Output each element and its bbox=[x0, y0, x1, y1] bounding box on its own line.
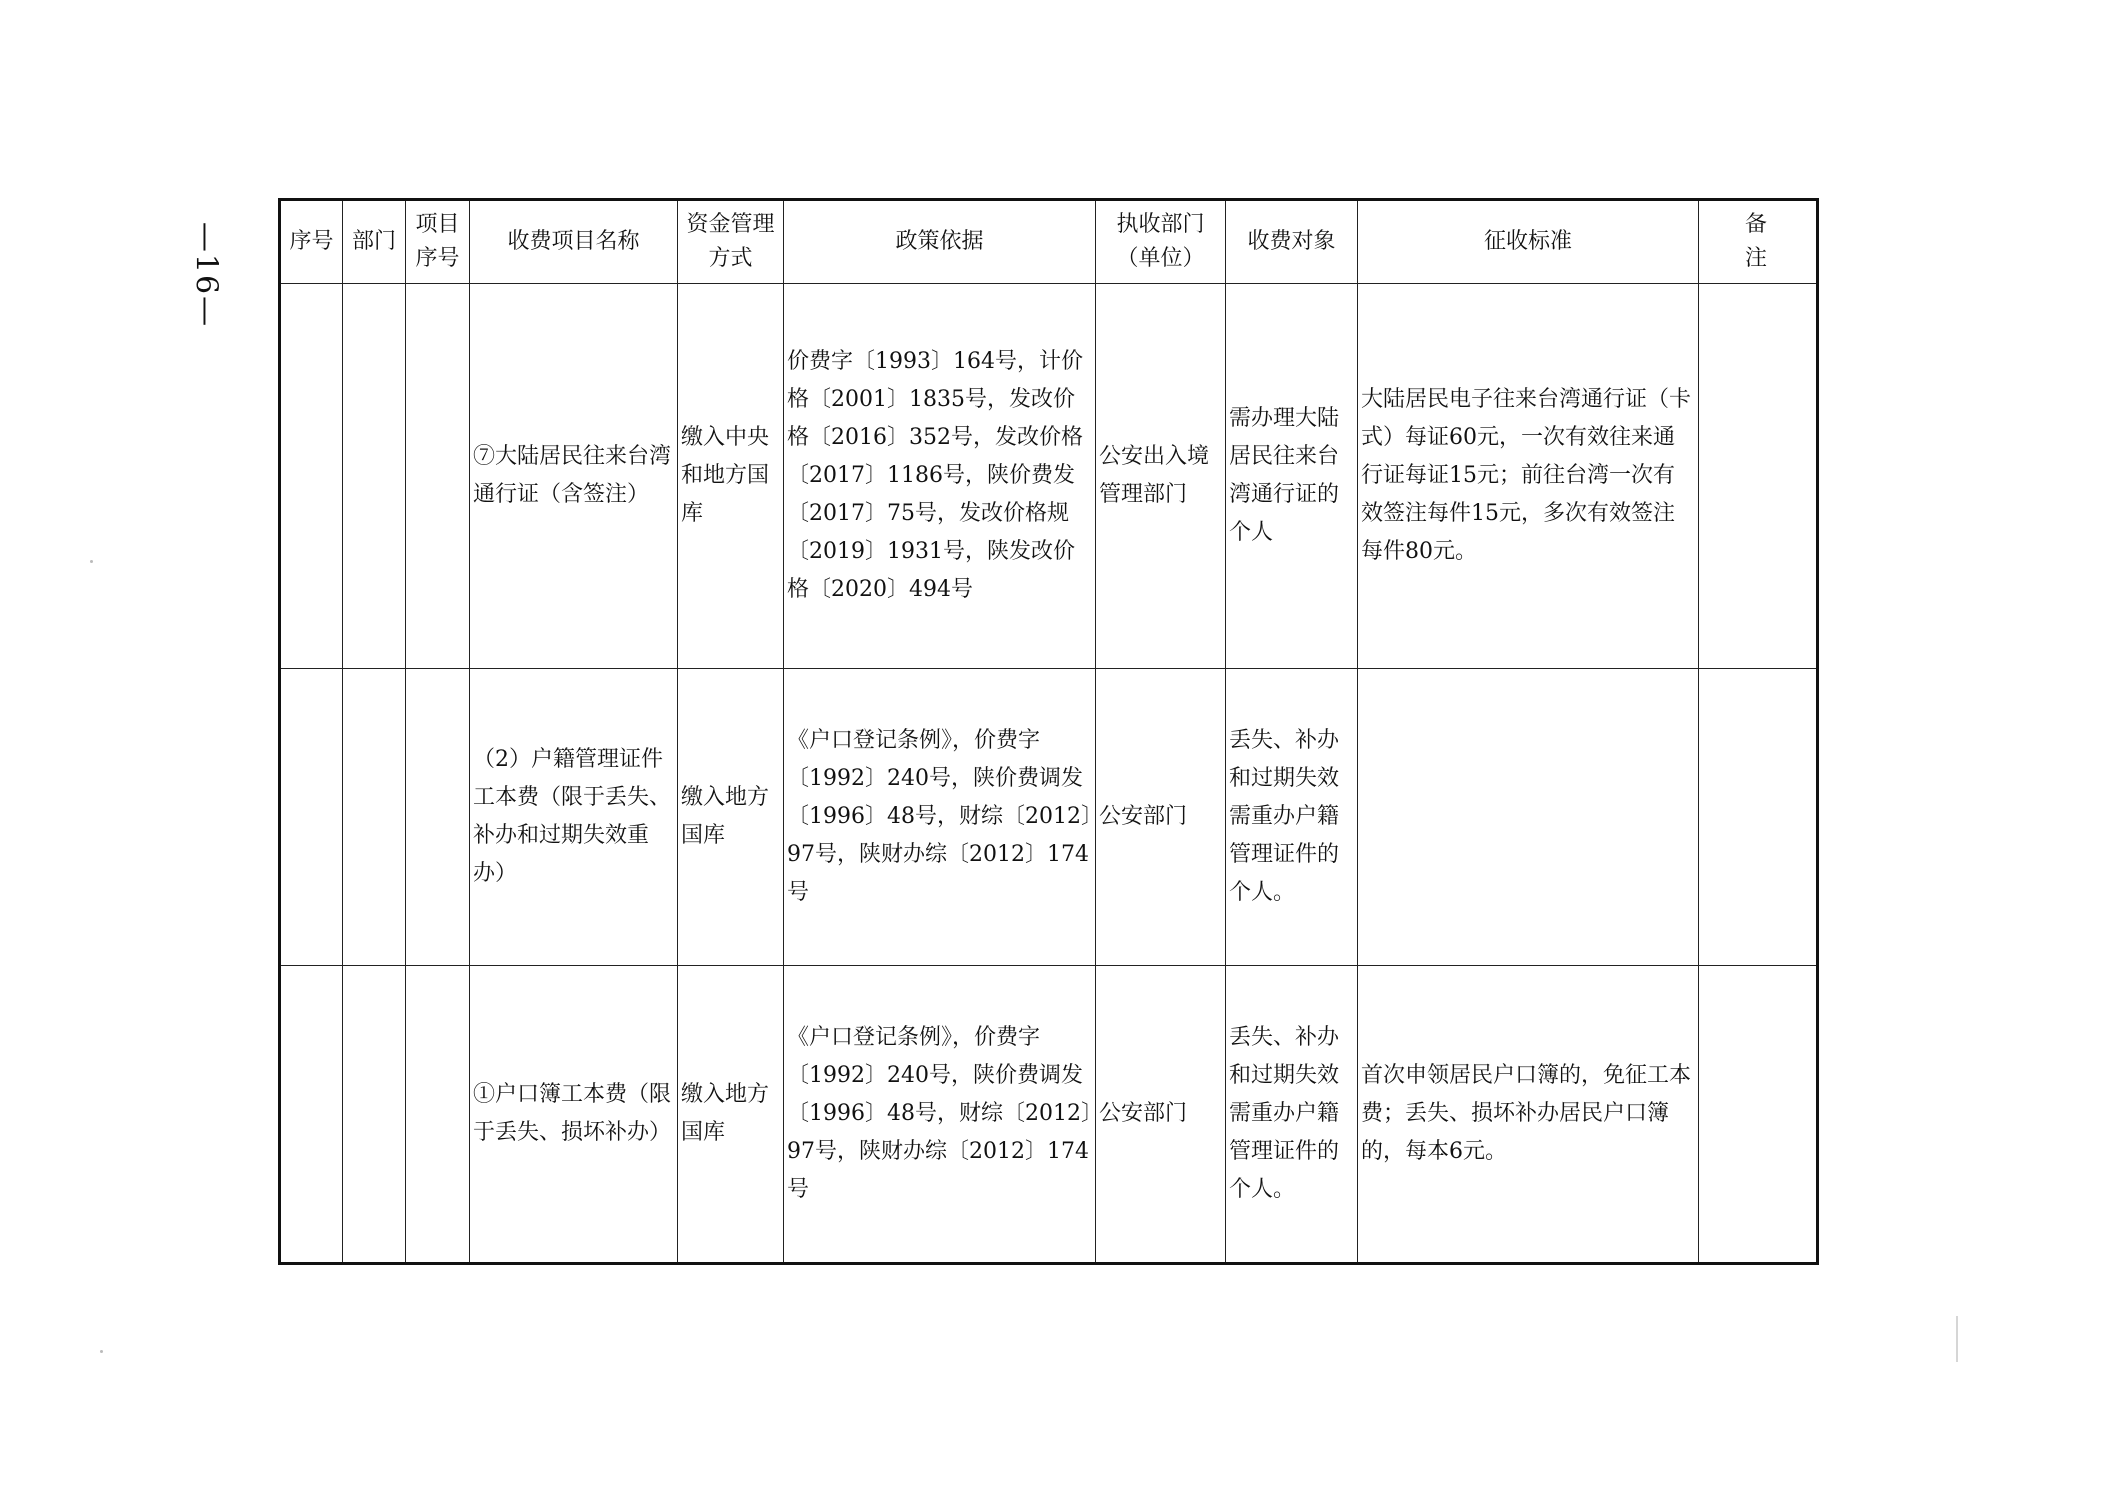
cell-payer: 丢失、补办和过期失效需重办户籍管理证件的个人。 bbox=[1226, 966, 1358, 1264]
scan-speck bbox=[100, 1350, 103, 1353]
cell-remark bbox=[1699, 669, 1818, 966]
cell-standard: 首次申领居民户口簿的，免征工本费；丢失、损坏补办居民户口簿的，每本6元。 bbox=[1358, 966, 1699, 1264]
cell-dept bbox=[343, 669, 406, 966]
cell-collector: 公安出入境管理部门 bbox=[1096, 284, 1226, 669]
cell-policy: 《户口登记条例》，价费字〔1992〕240号，陕价费调发〔1996〕48号，财综〔2012〕97号，陕财办综〔2012〕174号 bbox=[784, 966, 1096, 1264]
page-number: —16— bbox=[188, 221, 224, 329]
header-standard: 征收标准 bbox=[1358, 200, 1699, 284]
cell-policy: 价费字〔1993〕164号，计价格〔2001〕1835号，发改价格〔2016〕352号，发改价格〔2017〕1186号，陕价费发〔2017〕75号，发改价格规〔2019〕1931号，陕发改价格〔2020〕494号 bbox=[784, 284, 1096, 669]
cell-fund-mgmt: 缴入地方国库 bbox=[678, 669, 784, 966]
header-collector: 执收部门（单位） bbox=[1096, 200, 1226, 284]
cell-policy: 《户口登记条例》，价费字〔1992〕240号，陕价费调发〔1996〕48号，财综〔2012〕97号，陕财办综〔2012〕174号 bbox=[784, 669, 1096, 966]
scan-edge-mark bbox=[1956, 1316, 1958, 1362]
cell-seq bbox=[280, 669, 343, 966]
cell-dept bbox=[343, 284, 406, 669]
cell-standard bbox=[1358, 669, 1699, 966]
table-header-row bbox=[280, 200, 1818, 284]
header-item-seq: 项目序号 bbox=[406, 200, 470, 284]
header-remark: 备注 bbox=[1699, 200, 1818, 284]
header-fund-mgmt: 资金管理方式 bbox=[678, 200, 784, 284]
cell-item-name: ⑦大陆居民往来台湾通行证（含签注） bbox=[470, 284, 678, 669]
header-payer: 收费对象 bbox=[1226, 200, 1358, 284]
cell-item-seq bbox=[406, 669, 470, 966]
cell-seq bbox=[280, 284, 343, 669]
cell-remark bbox=[1699, 284, 1818, 669]
fee-schedule-table bbox=[278, 198, 1819, 1265]
cell-item-name: ①户口簿工本费（限于丢失、损坏补办） bbox=[470, 966, 678, 1264]
cell-fund-mgmt: 缴入地方国库 bbox=[678, 966, 784, 1264]
table-row bbox=[280, 669, 1818, 966]
cell-fund-mgmt: 缴入中央和地方国库 bbox=[678, 284, 784, 669]
cell-item-name: （2）户籍管理证件工本费（限于丢失、补办和过期失效重办） bbox=[470, 669, 678, 966]
table-row bbox=[280, 284, 1818, 669]
scan-speck bbox=[90, 560, 93, 563]
cell-remark bbox=[1699, 966, 1818, 1264]
cell-standard: 大陆居民电子往来台湾通行证（卡式）每证60元，一次有效往来通行证每证15元；前往台湾一次有效签注每件15元，多次有效签注每件80元。 bbox=[1358, 284, 1699, 669]
table-row bbox=[280, 966, 1818, 1264]
cell-dept bbox=[343, 966, 406, 1264]
cell-collector: 公安部门 bbox=[1096, 966, 1226, 1264]
cell-payer: 丢失、补办和过期失效需重办户籍管理证件的个人。 bbox=[1226, 669, 1358, 966]
cell-item-seq bbox=[406, 966, 470, 1264]
cell-payer: 需办理大陆居民往来台湾通行证的个人 bbox=[1226, 284, 1358, 669]
cell-item-seq bbox=[406, 284, 470, 669]
cell-seq bbox=[280, 966, 343, 1264]
header-dept: 部门 bbox=[343, 200, 406, 284]
header-item-name: 收费项目名称 bbox=[470, 200, 678, 284]
header-policy: 政策依据 bbox=[784, 200, 1096, 284]
header-seq: 序号 bbox=[280, 200, 343, 284]
cell-collector: 公安部门 bbox=[1096, 669, 1226, 966]
